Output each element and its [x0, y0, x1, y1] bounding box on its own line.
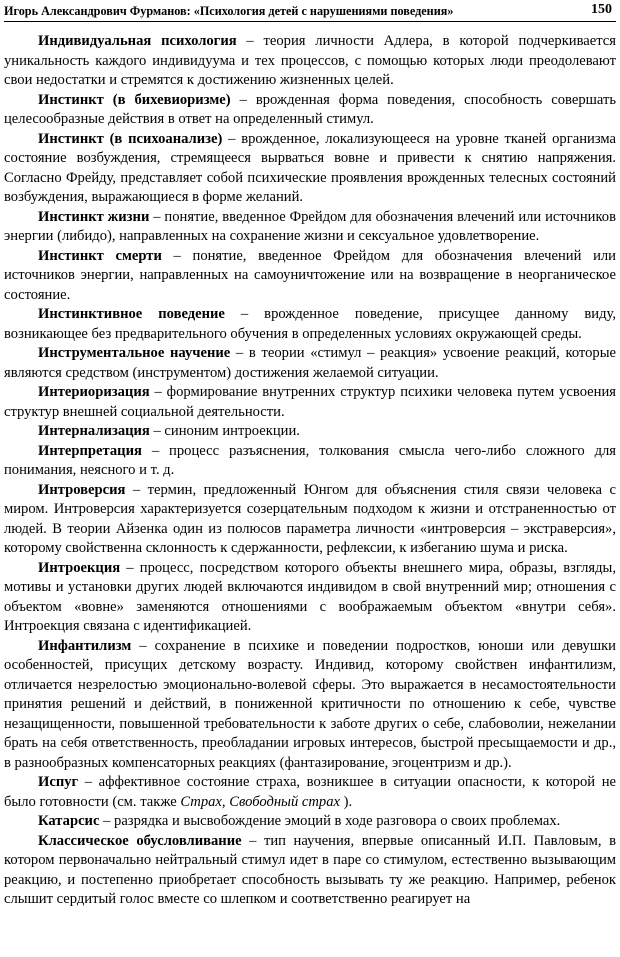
entry-definition: – понятие, введенное Фрейдом для обозначения влечений или источников энергии, направленных на самоуничтожение или на возвращение в неорганическое состояние.: [4, 247, 616, 303]
entry-term: Интерпретация: [38, 442, 142, 459]
entry-definition: – в теории «стимул – реакция» усвоение реакций, которые являются средством (инструментом) достижения желаемой ситуации.: [4, 345, 616, 381]
glossary-entry: [4, 247, 616, 306]
entry-term: Классическое обусловливание: [38, 832, 242, 849]
entry-definition: – сохранение в психике и поведении подростков, юноши или девушки особенностей, присущих детскому возрасту. Индивид, которому свойствен инфантилизм, отличается незрелостью эмоционально-волевой сферы. Это выражается в несамостоятельности принятия решений и действий, в пониженной критичности по отношению к себе, чувстве незащищенности, повышенной требовательности к заботе других о себе, слабоволии, нежелании брать на себя ответственность, преобладании игровых интересов, быстрой пресыщаемости и др., в разнообразных компенсаторных реакциях (фантазирование, эгоцентризм и др.).: [4, 637, 616, 771]
entry-definition-end: ).: [339, 793, 353, 810]
entry-term: Катарсис: [38, 813, 100, 829]
entry-term: Инстинкт жизни: [38, 208, 150, 225]
page-number: 150: [591, 2, 612, 17]
entry-definition: – врожденное поведение, присущее данному виду, возникающее без предварительного обучения в определенных условиях окружающей среды.: [4, 306, 616, 342]
entry-term: Интроверсия: [38, 481, 126, 498]
entry-definition: – тип научения, впервые описанный И.П. Павловым, в котором первоначально нейтральный стимул идет в паре со стимулом, естественно вызывающим реакцию, и постепенно приобретает способность вызывать ту же реакцию. Например, ребенок слышит сердитый голос вместе со шлепком и соответственно реагирует на: [4, 832, 616, 907]
glossary-entry: [4, 812, 616, 832]
entry-definition: – синоним интроекции.: [149, 423, 300, 439]
glossary-entry: [4, 344, 616, 383]
glossary-entry: [4, 637, 616, 774]
running-header: [4, 0, 616, 22]
glossary-entry: [4, 832, 616, 910]
entry-term: Индивидуальная психология: [38, 33, 237, 49]
glossary-entry: [4, 383, 616, 422]
entry-definition: – формирование внутренних структур психики человека путем усвоения структур внешней социальной деятельности.: [4, 384, 616, 420]
entry-definition: – термин, предложенный Юнгом для объяснения стиля связи человека с миром. Интроверсия характеризуется созерцательным подходом к жизни и отстраненностью от людей. В теории Айзенка один из полюсов параметра личности «интроверсия – экстраверсия», которому свойственна склонность к сдержанности, рефлексии, к избеганию шума и риска.: [4, 481, 616, 556]
glossary-entry: [4, 422, 616, 442]
entry-term: Интериоризация: [38, 384, 150, 400]
glossary-entry: [4, 773, 616, 812]
entry-definition: – врожденная форма поведения, способность совершать целесообразные действия в ответ на определенный стимул.: [4, 91, 616, 127]
header-author-title: Игорь Александрович Фурманов: «Психология детей с нарушениями поведения»: [4, 4, 454, 18]
entry-term: Интроекция: [38, 559, 121, 576]
entry-definition: – разрядка и высвобождение эмоций в ходе разговора о своих проблемах.: [99, 813, 561, 829]
glossary-entry: [4, 442, 616, 481]
entry-term: Инстинкт (в бихевиоризме): [38, 91, 231, 108]
entry-definition: – врожденное, локализующееся на уровне тканей организма состояние возбуждения, стремящееся вырваться вовне и привести к снятию напряжения. Согласно Фрейду, представляет собой психические проявления врожденных телесных состояний возбуждения, выражающиеся в форме желаний.: [4, 130, 616, 205]
entry-definition: – понятие, введенное Фрейдом для обозначения влечений или источников энергии (либидо), направленных на сохранение жизни и сексуальное удовлетворение.: [4, 208, 616, 244]
entry-term: Инстинктивное поведение: [38, 306, 225, 322]
entry-term: Инфантилизм: [38, 637, 132, 654]
glossary-entry: [4, 32, 616, 91]
entry-term: Инстинкт (в психоанализе): [38, 130, 223, 147]
glossary-entry: [4, 305, 616, 344]
glossary-entry: [4, 130, 616, 208]
entry-definition: – процесс, посредством которого объекты внешнего мира, образы, взгляды, мотивы и установки других людей включаются индивидом в свой внутренний мир; отношения с объектом «вовне» заменяются отношениями с воображаемым объектом «внутри себя». Интроекция связана с идентификацией.: [4, 559, 616, 634]
entry-term: Испуг: [38, 774, 79, 790]
glossary-entry: [4, 208, 616, 247]
entry-term: Инстинкт смерти: [38, 247, 162, 264]
glossary-body: [4, 22, 616, 910]
glossary-entry: [4, 481, 616, 559]
entry-term: Интернализация: [38, 423, 150, 439]
glossary-entry: [4, 91, 616, 130]
entry-term: Инструментальное научение: [38, 345, 231, 361]
entry-definition: – процесс разъяснения, толкования смысла чего-либо сложного для понимания, неясного и т. д.: [4, 442, 616, 478]
entry-definition: – теория личности Адлера, в которой подчеркивается уникальность каждого индивидуума и тех процессов, с помощью которых люди преодолевают свои недостатки и стремятся к достижению жизненных целей.: [4, 33, 616, 88]
entry-definition: – аффективное состояние страха, возникшее в ситуации опасности, к которой не было готовности (см. также: [4, 774, 616, 810]
entry-cross-reference: Страх, Свободный страх: [180, 793, 340, 810]
glossary-entry: [4, 559, 616, 637]
